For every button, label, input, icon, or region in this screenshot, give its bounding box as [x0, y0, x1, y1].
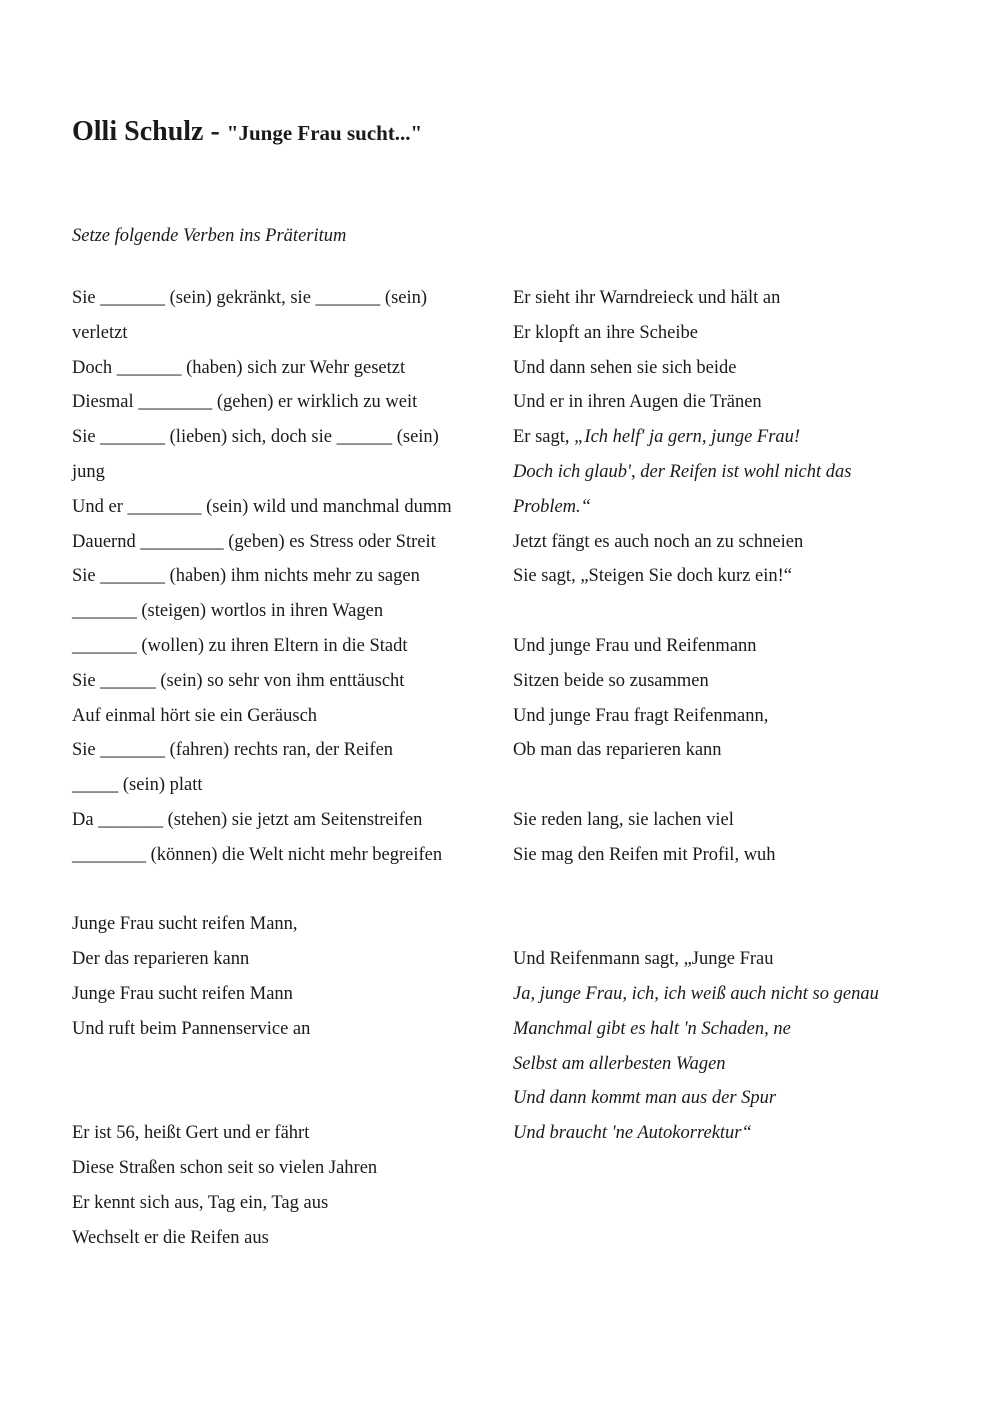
- lyric-line: Wechselt er die Reifen aus: [72, 1227, 269, 1248]
- lyric-line: Sitzen beide so zusammen: [513, 670, 709, 691]
- lyrics-column-right: [513, 281, 983, 1151]
- lyric-line: ________ (können) die Welt nicht mehr begreifen: [72, 844, 443, 865]
- stanza-gap: [72, 873, 492, 908]
- lyric-line: Der das reparieren kann: [72, 949, 250, 970]
- lyric-line: Dauernd _________ (geben) es Stress oder Streit: [72, 531, 436, 552]
- lyric-line-plain: Er sagt,: [513, 427, 575, 448]
- stanza-gap: [513, 768, 983, 803]
- lyric-line: Und braucht 'ne Autokorrektur“: [513, 1123, 752, 1144]
- lyric-line: Sie _______ (fahren) rechts ran, der Reifen: [72, 740, 394, 761]
- lyric-line: Und ruft beim Pannenservice an: [72, 1018, 311, 1039]
- stanza-gap: [513, 873, 983, 908]
- lyric-line: Junge Frau sucht reifen Mann,: [72, 914, 298, 935]
- exercise-instruction: Setze folgende Verben ins Präteritum: [72, 226, 347, 246]
- lyric-line: Er klopft an ihre Scheibe: [513, 322, 698, 343]
- lyric-line: Und er in ihren Augen die Tränen: [513, 392, 762, 413]
- lyric-line: Sie _______ (sein) gekränkt, sie _______ (sein): [72, 288, 428, 308]
- lyric-line: Und dann sehen sie sich beide: [513, 357, 737, 378]
- title-artist: Olli Schulz -: [72, 116, 227, 147]
- stanza-gap: [513, 594, 983, 629]
- lyric-line: Sie reden lang, sie lachen viel: [513, 809, 734, 830]
- lyric-line: Diesmal ________ (gehen) er wirklich zu weit: [72, 392, 418, 413]
- lyric-line: Er kennt sich aus, Tag ein, Tag aus: [72, 1192, 329, 1213]
- lyric-line: Er sieht ihr Warndreieck und hält an: [513, 288, 781, 308]
- lyric-line: Und er ________ (sein) wild und manchmal dumm: [72, 496, 452, 517]
- lyric-line: Doch _______ (haben) sich zur Wehr gesetzt: [72, 357, 406, 378]
- lyric-line: Sie _______ (haben) ihm nichts mehr zu sagen: [72, 566, 420, 587]
- lyric-line: verletzt: [72, 322, 128, 343]
- lyric-line: Sie ______ (sein) so sehr von ihm enttäuscht: [72, 670, 405, 691]
- lyric-line: Ob man das reparieren kann: [513, 740, 722, 761]
- lyric-line: jung: [72, 461, 105, 482]
- lyric-line: Auf einmal hört sie ein Geräusch: [72, 705, 318, 726]
- title-song: "Junge Frau sucht...": [226, 121, 423, 145]
- stanza-gap: [72, 1081, 492, 1116]
- lyric-line: Manchmal gibt es halt 'n Schaden, ne: [513, 1018, 791, 1039]
- lyrics-column-left: [72, 281, 492, 1255]
- lyric-line: Doch ich glaub', der Reifen ist wohl nicht das: [513, 461, 852, 482]
- lyric-line: Diese Straßen schon seit so vielen Jahren: [72, 1157, 378, 1178]
- lyric-line: Junge Frau sucht reifen Mann: [72, 983, 293, 1004]
- lyric-line: Und junge Frau fragt Reifenmann,: [513, 705, 769, 726]
- lyric-line: [513, 420, 983, 455]
- lyric-line: Und dann kommt man aus der Spur: [513, 1088, 777, 1109]
- stanza-gap: [72, 1047, 492, 1082]
- lyric-line: Sie _______ (lieben) sich, doch sie ______ (sein): [72, 427, 439, 448]
- stanza-gap: [513, 907, 983, 942]
- lyric-line: Selbst am allerbesten Wagen: [513, 1053, 726, 1074]
- lyric-line: Ja, junge Frau, ich, ich weiß auch nicht so genau: [513, 983, 879, 1004]
- page-title: [72, 116, 422, 148]
- lyric-line: Und junge Frau und Reifenmann: [513, 635, 757, 656]
- lyric-line: Und Reifenmann sagt, „Junge Frau: [513, 949, 774, 970]
- lyric-line: Da _______ (stehen) sie jetzt am Seitenstreifen: [72, 809, 423, 830]
- lyric-line: _______ (wollen) zu ihren Eltern in die Stadt: [72, 635, 408, 656]
- lyric-line: Er ist 56, heißt Gert und er fährt: [72, 1123, 310, 1144]
- lyric-line: Jetzt fängt es auch noch an zu schneien: [513, 531, 804, 552]
- lyric-line: _____ (sein) platt: [72, 775, 203, 796]
- lyric-line: Sie sagt, „Steigen Sie doch kurz ein!“: [513, 566, 792, 587]
- lyric-line: Sie mag den Reifen mit Profil, wuh: [513, 844, 776, 865]
- lyric-line: Problem.“: [513, 496, 591, 517]
- lyric-line: _______ (steigen) wortlos in ihren Wagen: [72, 601, 384, 622]
- lyric-line-quote: „Ich helf' ja gern, junge Frau!: [574, 427, 801, 448]
